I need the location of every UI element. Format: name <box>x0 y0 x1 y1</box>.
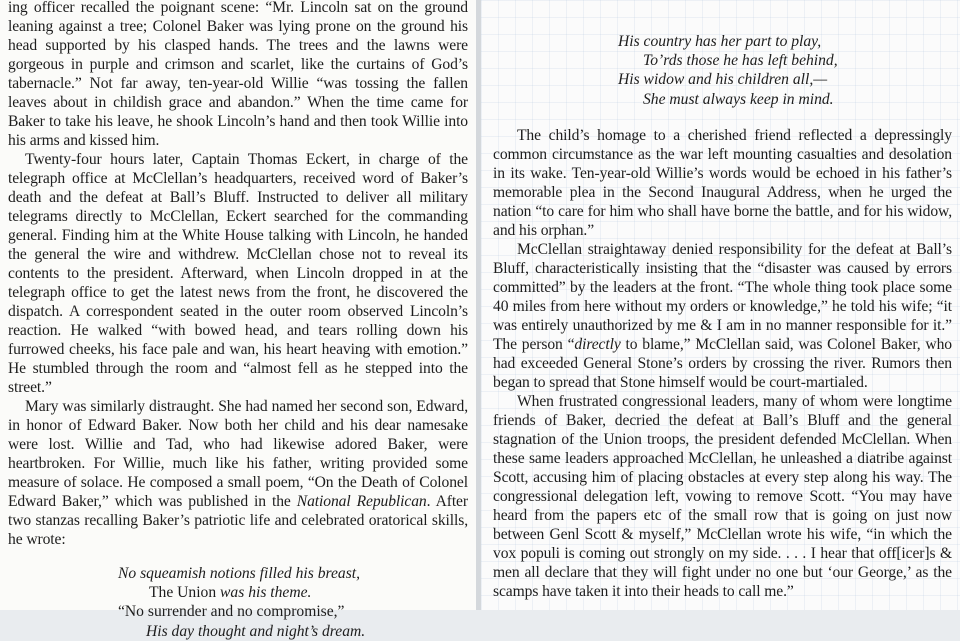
right-page-body <box>493 126 952 601</box>
left-page-body <box>8 0 468 549</box>
poem-line: His day thought and night’s dream. <box>146 622 366 640</box>
paragraph-text: to blame,” McClellan said, was Colonel Baker, who had exceeded General Stone’s orders by crossing the river. Rumors then began to spread that Stone himself would be court-martialed. <box>493 335 952 391</box>
poem-line: To’rds those he has left behind, <box>643 52 838 70</box>
poem-line: “No surrender and no compromise,” <box>118 603 345 621</box>
poem-line: His country has her part to play, <box>618 33 822 50</box>
paragraph: ing officer recalled the poignant scene: “Mr. Lincoln sat on the ground leaning against a tree; Colonel Baker was lying prone on the ground his head supported by his clasped hands. The trees and the lawns were gorgeous in purple and crimson and scarlet, like the curtains of God’s tabernacle.” Not far away, ten-year-old Willie “was tossing the fallen leaves about in childish grace and abandon.” When the time came for Baker to take his leave, he shook Lincoln’s hand and then took Willie into his arms and kissed him. <box>8 0 468 149</box>
emphasis-text: directly <box>574 335 621 353</box>
poem-line: No squeamish notions filled his breast, <box>118 565 360 582</box>
paragraph <box>8 397 468 549</box>
paragraph: Twenty-four hours later, Captain Thomas Eckert, in charge of the telegraph office at McClellan’s headquarters, received word of Baker’s death and the defeat at Ball’s Bluff. Instructed to deliver all military telegrams directly to McClellan, Eckert searched for the commanding general. Finding him at the White House talking with Lincoln, he handed the general the wire and withdrew. McClellan chose not to reveal its contents to the president. Afterward, when Lincoln dropped in at the telegraph office to get the latest news from the front, he discovered the dispatch. A correspondent seated in the outer room observed Lincoln’s reaction. He walked “with bowed head, and tears rolling down his furrowed cheeks, his face pale and wan, his heart heaving with emotion.” He stumbled through the room and “almost fell as he stepped into the street.” <box>8 151 468 396</box>
willie-poem-final-stanza <box>493 32 952 109</box>
poem-line: She must always keep in mind. <box>643 90 834 108</box>
paragraph: The child’s homage to a cherished friend reflected a depressingly common circumstance as the war left mounting casualties and desolation in its wake. Ten-year-old Willie’s words would be echoed in his father’s memorable plea in the Second Inaugural Address, when he urged the nation “to care for him who shall have borne the battle, and for his widow, and his orphan.” <box>493 126 952 239</box>
right-page <box>481 0 960 610</box>
left-page <box>0 0 476 640</box>
newspaper-title: National Republican <box>296 493 427 510</box>
paragraph-text: Mary was similarly distraught. She had named her second son, Edward, in honor of Edward Baker. Now both her child and his dear namesake were lost. Willie and Tad, who had likewise adored Baker, were heartbroken. For Willie, much like his father, writing provided some measure of solace. He composed a small poem, “On the Death of Colonel Edward Baker,” which was published in the <box>8 398 468 510</box>
poem-line: His widow and his children all,— <box>618 71 828 89</box>
paragraph-text: . After two stanzas recalling Baker’s patriotic life and celebrated oratorical skills, he wrote: <box>8 493 468 548</box>
paragraph <box>493 240 952 392</box>
poem-line: The Union was his theme. <box>149 584 312 602</box>
willie-poem-stanza <box>8 564 468 641</box>
paragraph: When frustrated congressional leaders, many of whom were longtime friends of Baker, decried the defeat at Ball’s Bluff and the general stagnation of the Union troops, the president defended McClellan. When these same leaders approached McClellan, he unleashed a diatribe against Scott, accusing him of placing obstacles at every step along his way. The congressional delegation left, vowing to remove Scott. “You may have heard from the papers etc of the small row that is going on just now between Genl Scott & myself,” McClellan wrote his wife, “in which the vox populi is coming out strongly on my side. . . . I hear that off[icer]s & men all declare that they will fight under no one but ‘our George,’ as the scamps have taken it into their heads to call me.” <box>493 392 952 600</box>
paragraph-text: McClellan straightaway denied responsibility for the defeat at Ball’s Bluff, characteristically insisting that the “disaster was caused by errors committed” by the leaders at the front. “The whole thing took place some 40 miles from here without my orders or knowledge,” he told his wife; “it was entirely unauthorized by me & I am in no manner responsible for it.” The person “ <box>493 240 952 353</box>
